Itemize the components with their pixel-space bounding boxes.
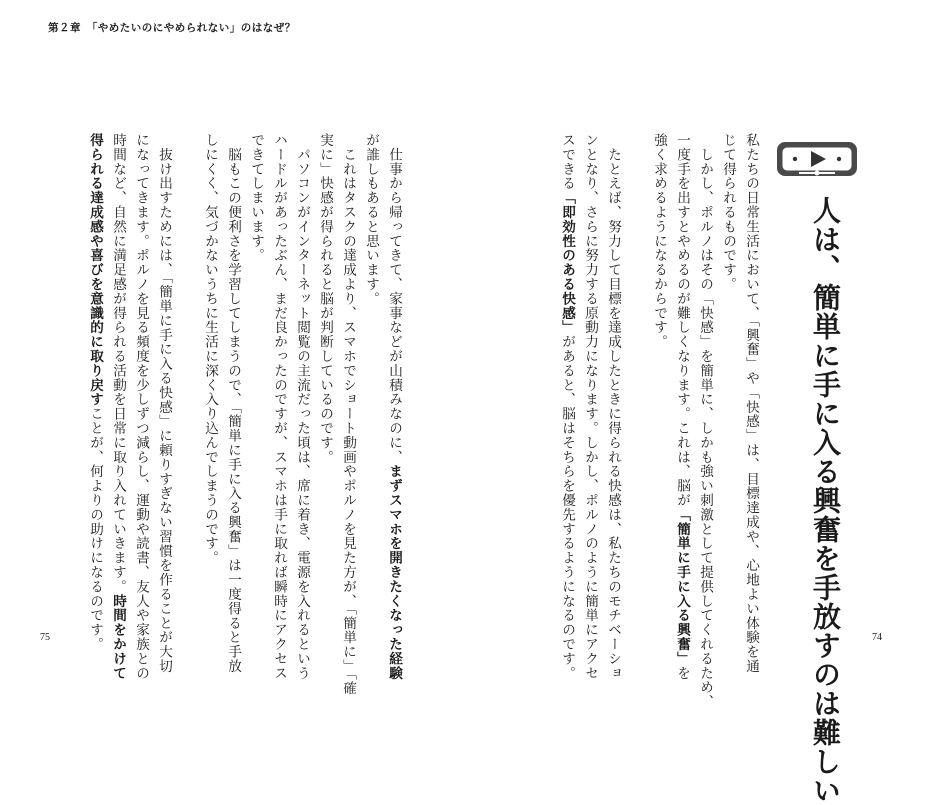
body-text: を (674, 665, 690, 681)
right-page-body (555, 133, 762, 709)
body-text: しにくく、気づかないうちに生活に深く入り込んでしまうのです。 (202, 133, 218, 565)
text-line (152, 133, 175, 695)
text-line (267, 133, 290, 695)
body-text: 仕事から帰ってきて、家事などが山積みなのに、 (386, 133, 402, 465)
text-line (739, 133, 762, 709)
text-line (601, 133, 624, 709)
body-text: 時間など、自然に満足感が得られる活動を日常に取り入れていきます。 (110, 133, 126, 594)
emphasis-text: 「簡単に手に入る興奮」 (674, 507, 690, 666)
section-title: 人は、簡単に手に入る興奮を手放すのは難しい (809, 196, 842, 805)
body-text: じて得られるものです。 (720, 133, 736, 292)
text-line (244, 133, 267, 695)
body-text: になってきます。ポルノを見る頻度を少しずつ減らし、運動や読書、友人や家族との (133, 133, 149, 681)
left-page-body (83, 133, 405, 695)
text-line (198, 133, 221, 695)
text-line (578, 133, 601, 709)
text-line (693, 133, 716, 709)
body-text: しかし、ポルノはその「快感」を簡単に、しかも強い刺激として提供してくれるため、 (697, 133, 713, 709)
text-line (129, 133, 152, 695)
body-text: があると、脳はそちらを優先するようになるのです。 (559, 334, 575, 681)
text-line (83, 133, 106, 695)
body-text: ハードルがあったぶん、まだ良かったのですが、スマホは手に取れば瞬時にアクセス (271, 133, 287, 681)
page-number-left: 75 (40, 632, 50, 643)
page-number-right: 74 (872, 632, 882, 643)
text-line (106, 133, 129, 695)
video-play-icon (775, 140, 859, 180)
body-text: たとえば、努力して目標を達成したときに得られる快感は、私たちのモチベーショ (605, 133, 621, 681)
text-line (555, 133, 578, 709)
body-text: 私たちの日常生活において、「興奮」や「快感」は、目標達成や、心地よい体験を通 (743, 133, 759, 674)
body-text: 一度手を出すとやめるのが難しくなります。これは、脳が (674, 133, 690, 508)
text-line (313, 133, 336, 695)
emphasis-text: 時間をかけて (110, 593, 126, 681)
text-line (670, 133, 693, 709)
body-text: スできる (559, 133, 575, 191)
body-text: ンとなり、さらに努力する原動力になります。しかし、ポルノのように簡単にアクセ (582, 133, 598, 681)
text-line (290, 133, 313, 695)
body-text: 強く求めるようになるからです。 (651, 133, 667, 349)
body-text: これはタスクの達成より、スマホでショート動画やポルノを見た方が、「簡単に」「確 (340, 133, 356, 696)
emphasis-text: 得られる達成感や喜びを意識的に取り戻す (87, 133, 103, 407)
body-text: パソコンがインターネット閲覧の主流だった頃は、席に着き、電源を入れるという (294, 133, 310, 681)
emphasis-text: 「即効性のある快感」 (559, 190, 575, 335)
text-line (624, 133, 647, 709)
text-line (359, 133, 382, 695)
emphasis-text: まずスマホを開きたくなった経験 (386, 464, 402, 681)
body-text: できてしまいます。 (248, 133, 264, 263)
body-text: 脳もこの便利さを学習してしまうので、「簡単に手に入る興奮」は一度得ると手放 (225, 133, 241, 674)
text-line (175, 133, 198, 695)
text-line (336, 133, 359, 695)
body-text: ことが、何よりの助けになるのです。 (87, 406, 103, 652)
body-text: 抜け出すためには、「簡単に手に入る快感」に頼りすぎない習慣を作ることが大切 (156, 133, 172, 674)
text-line (647, 133, 670, 709)
body-text: が誰しもあると思います。 (363, 133, 379, 306)
body-text: 実に」快感が得られると脳が判断しているのです。 (317, 133, 333, 465)
text-line (382, 133, 405, 695)
chapter-header: 第２章 「やめたいのにやめられない」のはなぜ？ (48, 22, 296, 34)
text-line (221, 133, 244, 695)
text-line (716, 133, 739, 709)
